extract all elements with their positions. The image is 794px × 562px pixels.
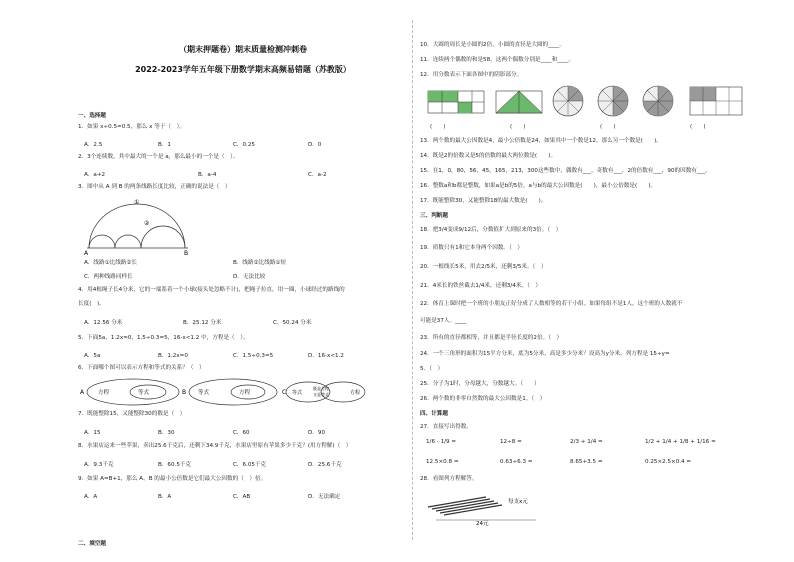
option: D．90 (308, 430, 326, 436)
question-14: 14．既是2的倍数又是5的倍数的最大两位数是( )。 (420, 153, 557, 159)
question-11: 11．连续两个偶数的和是58，这两个偶数分别是____和____。 (420, 57, 575, 63)
question-7: 7．既能整除15，又能整除30的数是（ ） (78, 411, 186, 417)
option: A．A (84, 494, 98, 500)
question-19: 19．质数只有1和它本身两个因数。（ ） (420, 245, 523, 251)
pencil-price-label: 每支x元 (508, 499, 528, 505)
question-1: 1．如果 x÷0.5=0.5，那么 x 等于（ ）。 (78, 124, 186, 130)
route-1-label: ① (134, 199, 140, 206)
option: B．1 (158, 142, 171, 148)
option: A．15 (84, 430, 101, 436)
section-fill: 二、填空题 (78, 541, 106, 547)
option: B．线路②比线路①短 (233, 260, 287, 266)
pencils-figure (426, 487, 586, 525)
option: C．6.05千克 (233, 462, 267, 468)
option: A．12.56 分米 (84, 320, 123, 326)
calc-item: 12.5×0.8 = (426, 459, 459, 465)
answer-blank: ( ) (600, 124, 616, 130)
option: A．2.5 (84, 142, 103, 148)
question-26: 26．两个数的非零自然数的最大公因数是1。（ ） (420, 396, 546, 402)
option: D．16-x<1.2 (308, 353, 344, 359)
question-4-cont: 长度( )。 (78, 301, 105, 307)
option: C．两种线路同样长 (84, 274, 133, 280)
point-b-label: B (184, 250, 189, 257)
option: B．1.2x=0 (158, 353, 188, 359)
point-a-label: A (84, 250, 89, 257)
calc-item: 0.25×2.5×0.4 = (645, 459, 692, 465)
question-27: 27．直接写出得数。 (420, 424, 472, 430)
exam-subtitle: 2022-2023学年五年级下册数学期末高频易错题（苏教版） (135, 65, 351, 74)
option: B．30 (158, 430, 175, 436)
shaded-shapes-figure (428, 83, 758, 119)
question-2: 2．3个连续数，其中最大的一个是 a，那么最小的一个是（ ）。 (78, 154, 239, 160)
calc-item: 12÷8 = (500, 439, 522, 445)
question-21: 21．4米长的铁丝截去1/4米，还剩3/4米。（ ） (420, 283, 541, 289)
section-calc: 四、计算题 (420, 411, 448, 417)
option: C．50.24 分米 (273, 320, 312, 326)
venn-a-outer: 方程 (98, 390, 110, 396)
question-28: 28．看图列方程解答。 (420, 476, 478, 482)
question-24: 24．一个三角形的面积为15平方分米，底为5分米，高是多少分米？设高为y分米，列方程是 15÷y= (420, 351, 670, 357)
option: D．无法比较 (233, 274, 266, 280)
venn-c-left: 等式 (292, 390, 303, 396)
question-13: 13．两个数的最大公因数是4，最小公倍数是24，如果其中一个数是12，那么另一个数是( )。 (420, 138, 662, 144)
option: D．无法确定 (308, 494, 341, 500)
question-24-cont: 5．（ ） (420, 366, 444, 372)
calc-item: 2/3 + 1/4 = (570, 439, 603, 445)
section-judge: 三、判断题 (420, 213, 448, 219)
answer-blank: ( ) (430, 124, 446, 130)
question-12: 12．用分数表示下面各图中的阴影部分。 (420, 72, 523, 78)
question-22: 22．体育上课时把一个班的小朋友正好分成了人数相等的若干小组。如果每组不是1人，这个班的人数就不 (420, 301, 683, 307)
option: B．a-4 (198, 172, 217, 178)
venn-c-middle-bottom: 又是等式 (313, 392, 329, 397)
option: A．a+2 (84, 172, 106, 178)
calc-item: 0.63÷6.3 = (500, 459, 533, 465)
semicircle-route-figure (84, 196, 194, 256)
exam-title: （期末押题卷）期末质量检测冲刺卷 (179, 45, 307, 54)
question-4: 4．用4根绳子长4分米，它的一端系着一个小球(接头处忽略不计)，把绳子拉直，用一圈，小球经过的路线的 (78, 287, 345, 293)
question-17: 17．既能整除30，又能整除18的最大数是( )。 (420, 198, 547, 204)
venn-option-a-letter: A (80, 389, 85, 396)
venn-b-outer: 等式 (198, 390, 210, 396)
option: C．1.5÷0.3=5 (233, 353, 274, 359)
option: B．A (158, 494, 172, 500)
calc-item: 8.65+3.5 = (570, 459, 603, 465)
calc-item: 1/6 - 1/9 = (426, 439, 457, 445)
venn-options-figure (78, 377, 378, 407)
question-9: 9．如果 A=B+1，那么 A、B 的最小公倍数是它们最大公因数的（ ）倍。 (78, 476, 267, 482)
option: B．25.12 分米 (183, 320, 222, 326)
venn-c-middle-top: 既是方程 (313, 386, 329, 391)
route-2-label: ② (144, 220, 150, 227)
calc-item: 1/2 + 1/4 + 1/8 + 1/16 = (645, 439, 716, 445)
question-8: 8．水果店运来一些苹果，卖出25.6千克后，还剩下34.9千克，水果店里原有苹果多少千克？(用方程解)（ ） (78, 443, 352, 449)
venn-c-right: 方程 (350, 390, 361, 396)
option: C．AB (233, 494, 251, 500)
question-22-cont: 可能是37人。____ (420, 318, 467, 324)
question-16: 16．整数a和b都是整数，如果a是b的5倍，a与b的最大公因数是( )，最小公倍数是( )。 (420, 183, 657, 189)
option: B．60.5千克 (158, 462, 192, 468)
column-divider (412, 20, 413, 540)
option: D．0 (308, 142, 322, 148)
question-10: 10．大圆的周长是小圆的2倍，小圆的直径是大圆的____。 (420, 42, 565, 48)
answer-blank: ( ) (690, 124, 706, 130)
venn-option-b-letter: B (182, 389, 187, 396)
option: C．a-2 (308, 172, 327, 178)
venn-option-c-letter: C (282, 389, 287, 396)
question-20: 20．一根线长5米，用去2/5米，还剩3/5米。（ ） (420, 264, 547, 270)
option: C．60 (233, 430, 250, 436)
answer-blank: ( ) (510, 124, 526, 130)
right-column (420, 0, 760, 562)
question-25: 25．分子为1时，分母越大，分数越大。（ ） (420, 381, 540, 387)
question-18: 18．把3/4变成9/12后，分数值扩大到原来的3倍。（ ） (420, 227, 562, 233)
question-3: 3．图中从 A 到 B 的两条线路长度比较，正确的说法是（ ） (78, 184, 231, 190)
option: A．9.3千克 (84, 462, 114, 468)
venn-a-inner: 等式 (138, 390, 150, 396)
question-6: 6．下面哪个图可以表示方程和等式的关系？（ ） (78, 365, 205, 371)
question-23: 23．所有的直径都相等，并且都是半径长度的2倍。（ ） (420, 335, 563, 341)
pencil-total-label: 24元 (476, 521, 489, 527)
option: C．0.25 (233, 142, 255, 148)
option: D．25.6千克 (308, 462, 342, 468)
left-column (78, 0, 408, 562)
question-15: 15．在1，0，80，56，45，165，213，300这些数中，偶数有___，奇数有___，2的倍数有___，90的因数有___。 (420, 168, 711, 174)
question-5: 5．下面5a，1.2x=0，1.5÷0.3=5，16-x<1.2 中，方程是（ ）。 (78, 335, 249, 341)
section-choice: 一、选择题 (78, 113, 106, 119)
venn-b-inner: 方程 (239, 390, 251, 396)
option: A．5a (84, 353, 101, 359)
option: A．线路①比线路②长 (84, 260, 138, 266)
